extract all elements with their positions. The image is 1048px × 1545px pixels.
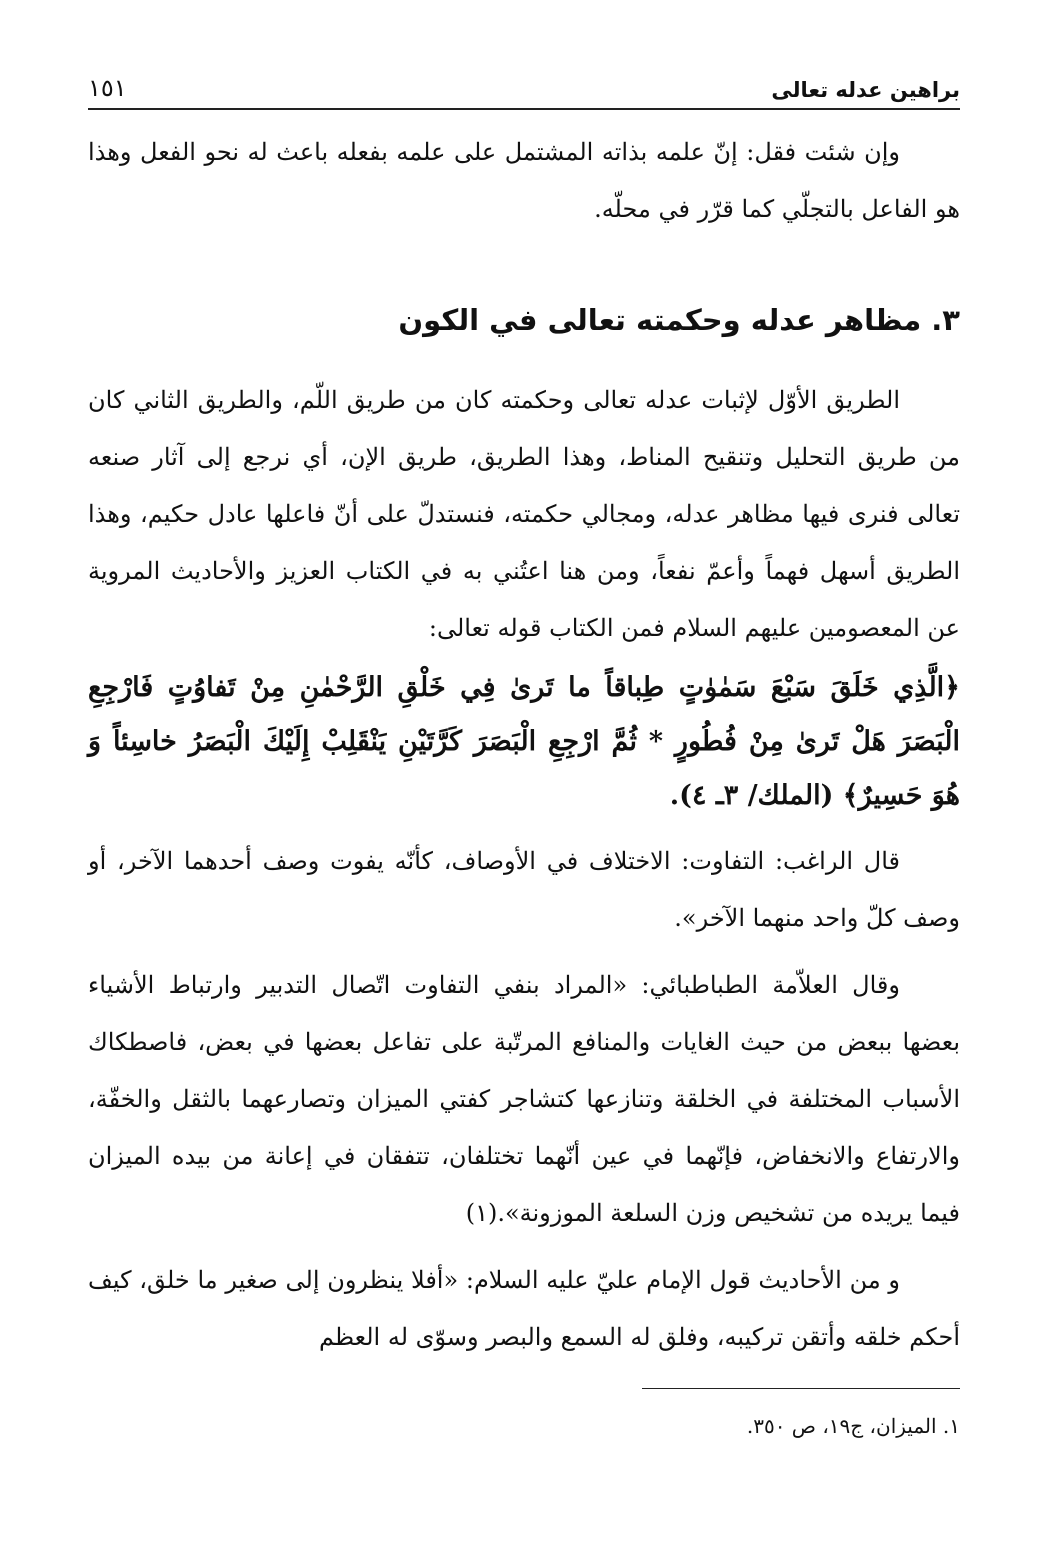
- book-page: [88, 58, 960, 1518]
- page-number: ١٥١: [88, 74, 127, 102]
- page-content: [88, 124, 960, 1366]
- footnote-divider: [642, 1388, 960, 1389]
- intro-paragraph: وإن شئت فقل: إنّ علمه بذاته المشتمل على علمه بفعله باعث له نحو الفعل وهذا هو الفاعل بالتجلّي كما قرّر في محلّه.: [88, 138, 960, 223]
- paragraph-3: وقال العلاّمة الطباطبائي: «المراد بنفي التفاوت اتّصال التدبير وارتباط الأشياء بعضها ببعض من حيث الغايات والمنافع المرتّبة على تفاعل بعضها في بعض، فاصطكاك الأسباب المختلفة في الخلقة وتنازعها كتشاجر كفتي الميزان وتصارعهما بالثقل والخفّة، والارتفاع والانخفاض، فإنّهما في عين أنّهما تختلفان، تتفقان في إعانة من بيده الميزان فيما يريده من تشخيص وزن السلعة الموزونة».(١): [88, 971, 960, 1227]
- running-header: [88, 58, 960, 110]
- paragraph-1: الطريق الأوّل لإثبات عدله تعالى وحكمته كان من طريق اللّم، والطريق الثاني كان من طريق التحليل وتنقيح المناط، وهذا الطريق، طريق الإن، أي نرجع إلى آثار صنعه تعالى فنرى فيها مظاهر عدله، ومجالي حكمته، فنستدلّ على أنّ فاعلها عادل حكيم، وهذا الطريق أسهل فهماً وأعمّ نفعاً، ومن هنا اعتُني به في الكتاب العزيز والأحاديث المروية عن المعصومين عليهم السلام فمن الكتاب قوله تعالى:: [88, 386, 960, 642]
- section-heading: ٣. مظاهر عدله وحكمته تعالى في الكون: [398, 303, 960, 337]
- footnote-area: [88, 1388, 960, 1441]
- footnote-1: ١. الميزان، ج١٩، ص ٣٥٠.: [746, 1414, 960, 1438]
- paragraph-4: و من الأحاديث قول الإمام عليّ عليه السلام: «أفلا ينظرون إلى صغير ما خلق، كيف أحكم خلقه وأتقن تركيبه، وفلق له السمع والبصر وسوّى له العظم: [88, 1266, 960, 1351]
- paragraph-2: قال الراغب: التفاوت: الاختلاف في الأوصاف، كأنّه يفوت وصف أحدهما الآخر، أو وصف كلّ واحد منهما الآخر».: [88, 847, 960, 932]
- running-title: براهين عدله تعالى: [771, 78, 960, 102]
- quran-verse: ﴿الَّذِي خَلَقَ سَبْعَ سَمٰوٰتٍ طِباقاً ما تَرىٰ فِي خَلْقِ الرَّحْمٰنِ مِنْ تَفاوُتٍ فَارْجِعِ الْبَصَرَ هَلْ تَرىٰ مِنْ فُطُورٍ * ثُمَّ ارْجِعِ الْبَصَرَ كَرَّتَيْنِ يَنْقَلِبْ إِلَيْكَ الْبَصَرُ خاسِئاً وَ هُوَ حَسِيرٌ﴾ (الملك/ ٣ـ ٤).: [88, 672, 960, 811]
